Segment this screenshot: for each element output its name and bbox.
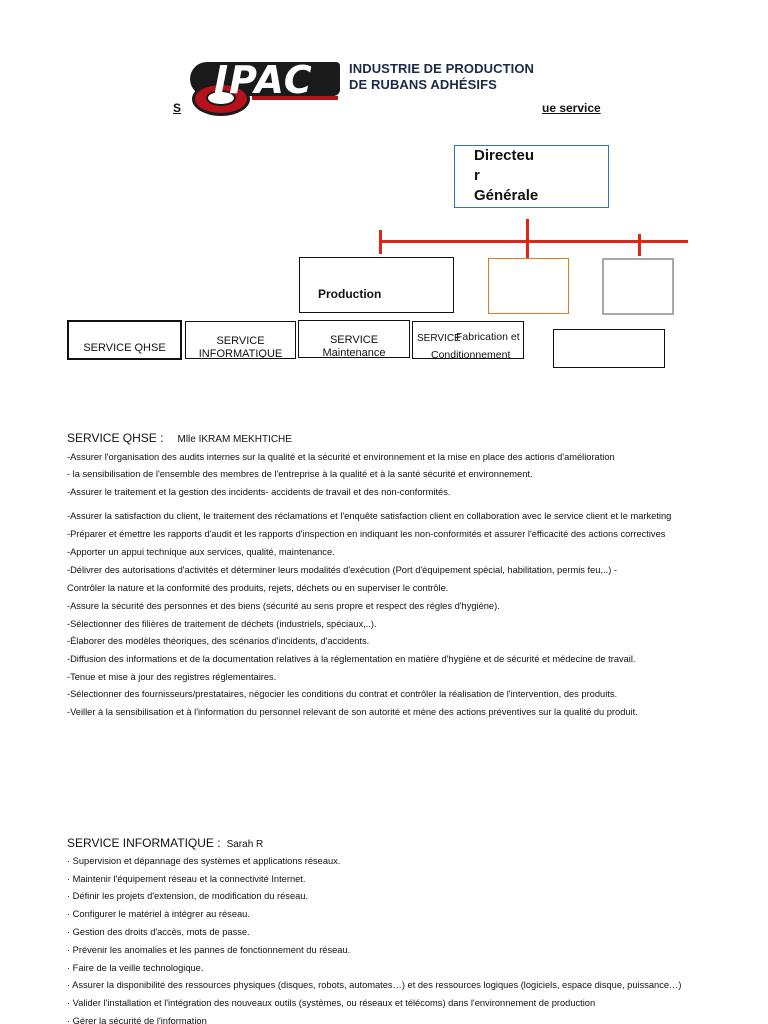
service-qhse-label: SERVICE QHSE — [83, 342, 166, 354]
informatique-title: SERVICE INFORMATIQUE : — [67, 836, 221, 850]
list-item: · Valider l'installation et l'intégration des nouveaux outils (systèmes, ou réseaux et télécoms) dans l'environnement de production — [67, 998, 596, 1008]
list-item: · Supervision et dépannage des systèmes et applications réseaux. — [67, 856, 341, 866]
logo: IPAC — [214, 58, 313, 102]
list-item: · Configurer le matériel à intégrer au réseau. — [67, 909, 250, 919]
service-fabrication-line-2b: Conditionnement — [431, 349, 511, 359]
qhse-section-title — [67, 431, 292, 445]
list-item: · Prévenir les anomalies et les pannes de fonctionnement du réseau. — [67, 945, 351, 955]
informatique-section-title — [67, 836, 263, 850]
list-item: -Apporter un appui technique aux services, qualité, maintenance. — [67, 547, 335, 557]
list-item: -Sélectionner des fournisseurs/prestataires, négocier les conditions du contrat et contrôler la réalisation de l'intervention, des produits. — [67, 689, 618, 699]
director-label: Directeu r Générale — [474, 147, 539, 204]
empty-box-gray — [602, 258, 674, 315]
list-item: -Assurer l'organisation des audits internes sur la qualité et la sécurité et environnement et la mise en place des actions d'amélioration — [67, 452, 615, 462]
empty-service-box — [553, 329, 665, 368]
list-item: -Élaborer des modèles théoriques, des scénarios d'incidents, d'accidents. — [67, 636, 370, 646]
list-item: -Préparer et émettre les rapports d'audit et les rapports d'inspection en indiquant les non-conformités et assurer l'efficacité des actions correctives — [67, 529, 666, 539]
list-item: -Tenue et mise à jour des registres réglementaires. — [67, 672, 277, 682]
production-label: Production — [318, 287, 382, 301]
service-informatique-line-2: INFORMATIQUE — [198, 348, 283, 359]
list-item: Contrôler la nature et la conformité des produits, rejets, déchets ou en superviser le contrôle. — [67, 583, 449, 593]
list-item: -Sélectionner des filières de traitement de déchets (industriels, spéciaux,..). — [67, 619, 377, 629]
list-item: · Gérer la sécurité de l'information — [67, 1016, 207, 1024]
list-item: -Diffusion des informations et de la documentation relatives à la réglementation en matière d'hygiène et de sécurité et médecine de travail. — [67, 654, 636, 664]
company-name-line-1: INDUSTRIE DE PRODUCTION — [349, 61, 535, 76]
company-name — [349, 61, 534, 93]
list-item: -Veiller à la sensibilisation et à l'information du personnel relevant de son autorité et mène des actions préventives sur la qualité du produit. — [67, 707, 638, 717]
service-maintenance-line-2: Maintenance — [322, 347, 386, 358]
informatique-person: Sarah R — [226, 839, 264, 850]
service-fabrication-line-1: SERVICE — [417, 333, 461, 344]
service-maintenance-box — [298, 320, 410, 358]
heading-fragment-right: ue service — [542, 101, 601, 115]
qhse-person: Mlle IKRAM MEKHTICHE — [177, 434, 292, 445]
list-item: - la sensibilisation de l'ensemble des membres de l'entreprise à la qualité et à la santé sécurité et environnement. — [67, 469, 533, 479]
org-connector-right-tick — [638, 234, 641, 256]
list-item: -Délivrer des autorisations d'activités et déterminer leurs modalités d'exécution (Port d'équipement spécial, habilitation, permis feu,..) - — [67, 565, 617, 575]
service-fabrication-box — [412, 321, 524, 359]
informatique-list — [67, 856, 757, 1024]
heading-fragment-left: S — [173, 101, 182, 115]
org-connector-left-tick — [379, 230, 382, 254]
service-informatique-box — [185, 321, 296, 359]
company-name-line-2: DE RUBANS ADHÉSIFS — [349, 77, 497, 92]
production-box — [299, 257, 454, 313]
list-item: · Assurer la disponibilité des ressources physiques (disques, robots, automates…) et des ressources logiques (logiciels, espace disque, puissance…) — [67, 980, 682, 990]
list-item: · Maintenir l'équipement réseau et la connectivité Internet. — [67, 874, 306, 884]
list-item: -Assurer le traitement et la gestion des incidents- accidents de travail et des non-conformités. — [67, 487, 451, 497]
service-fabrication-line-2a: Fabrication et — [456, 331, 520, 343]
org-connector-horizontal — [380, 240, 688, 243]
list-item: -Assurer la satisfaction du client, le traitement des réclamations et l'enquête satisfaction client en collaboration avec le service client et le marketing — [67, 511, 672, 521]
list-item: -Assure la sécurité des personnes et des biens (sécurité au sens propre et respect des régles d'hygiène). — [67, 601, 500, 611]
service-qhse-box — [67, 320, 182, 360]
list-item: · Définir les projets d'extension, de modification du réseau. — [67, 891, 309, 901]
list-item: · Gestion des droits d'accès, mots de passe. — [67, 927, 250, 937]
list-item: · Faire de la veille technologique. — [67, 963, 204, 973]
empty-box-orange — [488, 258, 569, 314]
service-maintenance-line-1: SERVICE — [329, 334, 379, 346]
qhse-list — [67, 452, 757, 722]
qhse-title: SERVICE QHSE : — [67, 431, 164, 445]
service-informatique-line-1: SERVICE — [216, 335, 265, 347]
